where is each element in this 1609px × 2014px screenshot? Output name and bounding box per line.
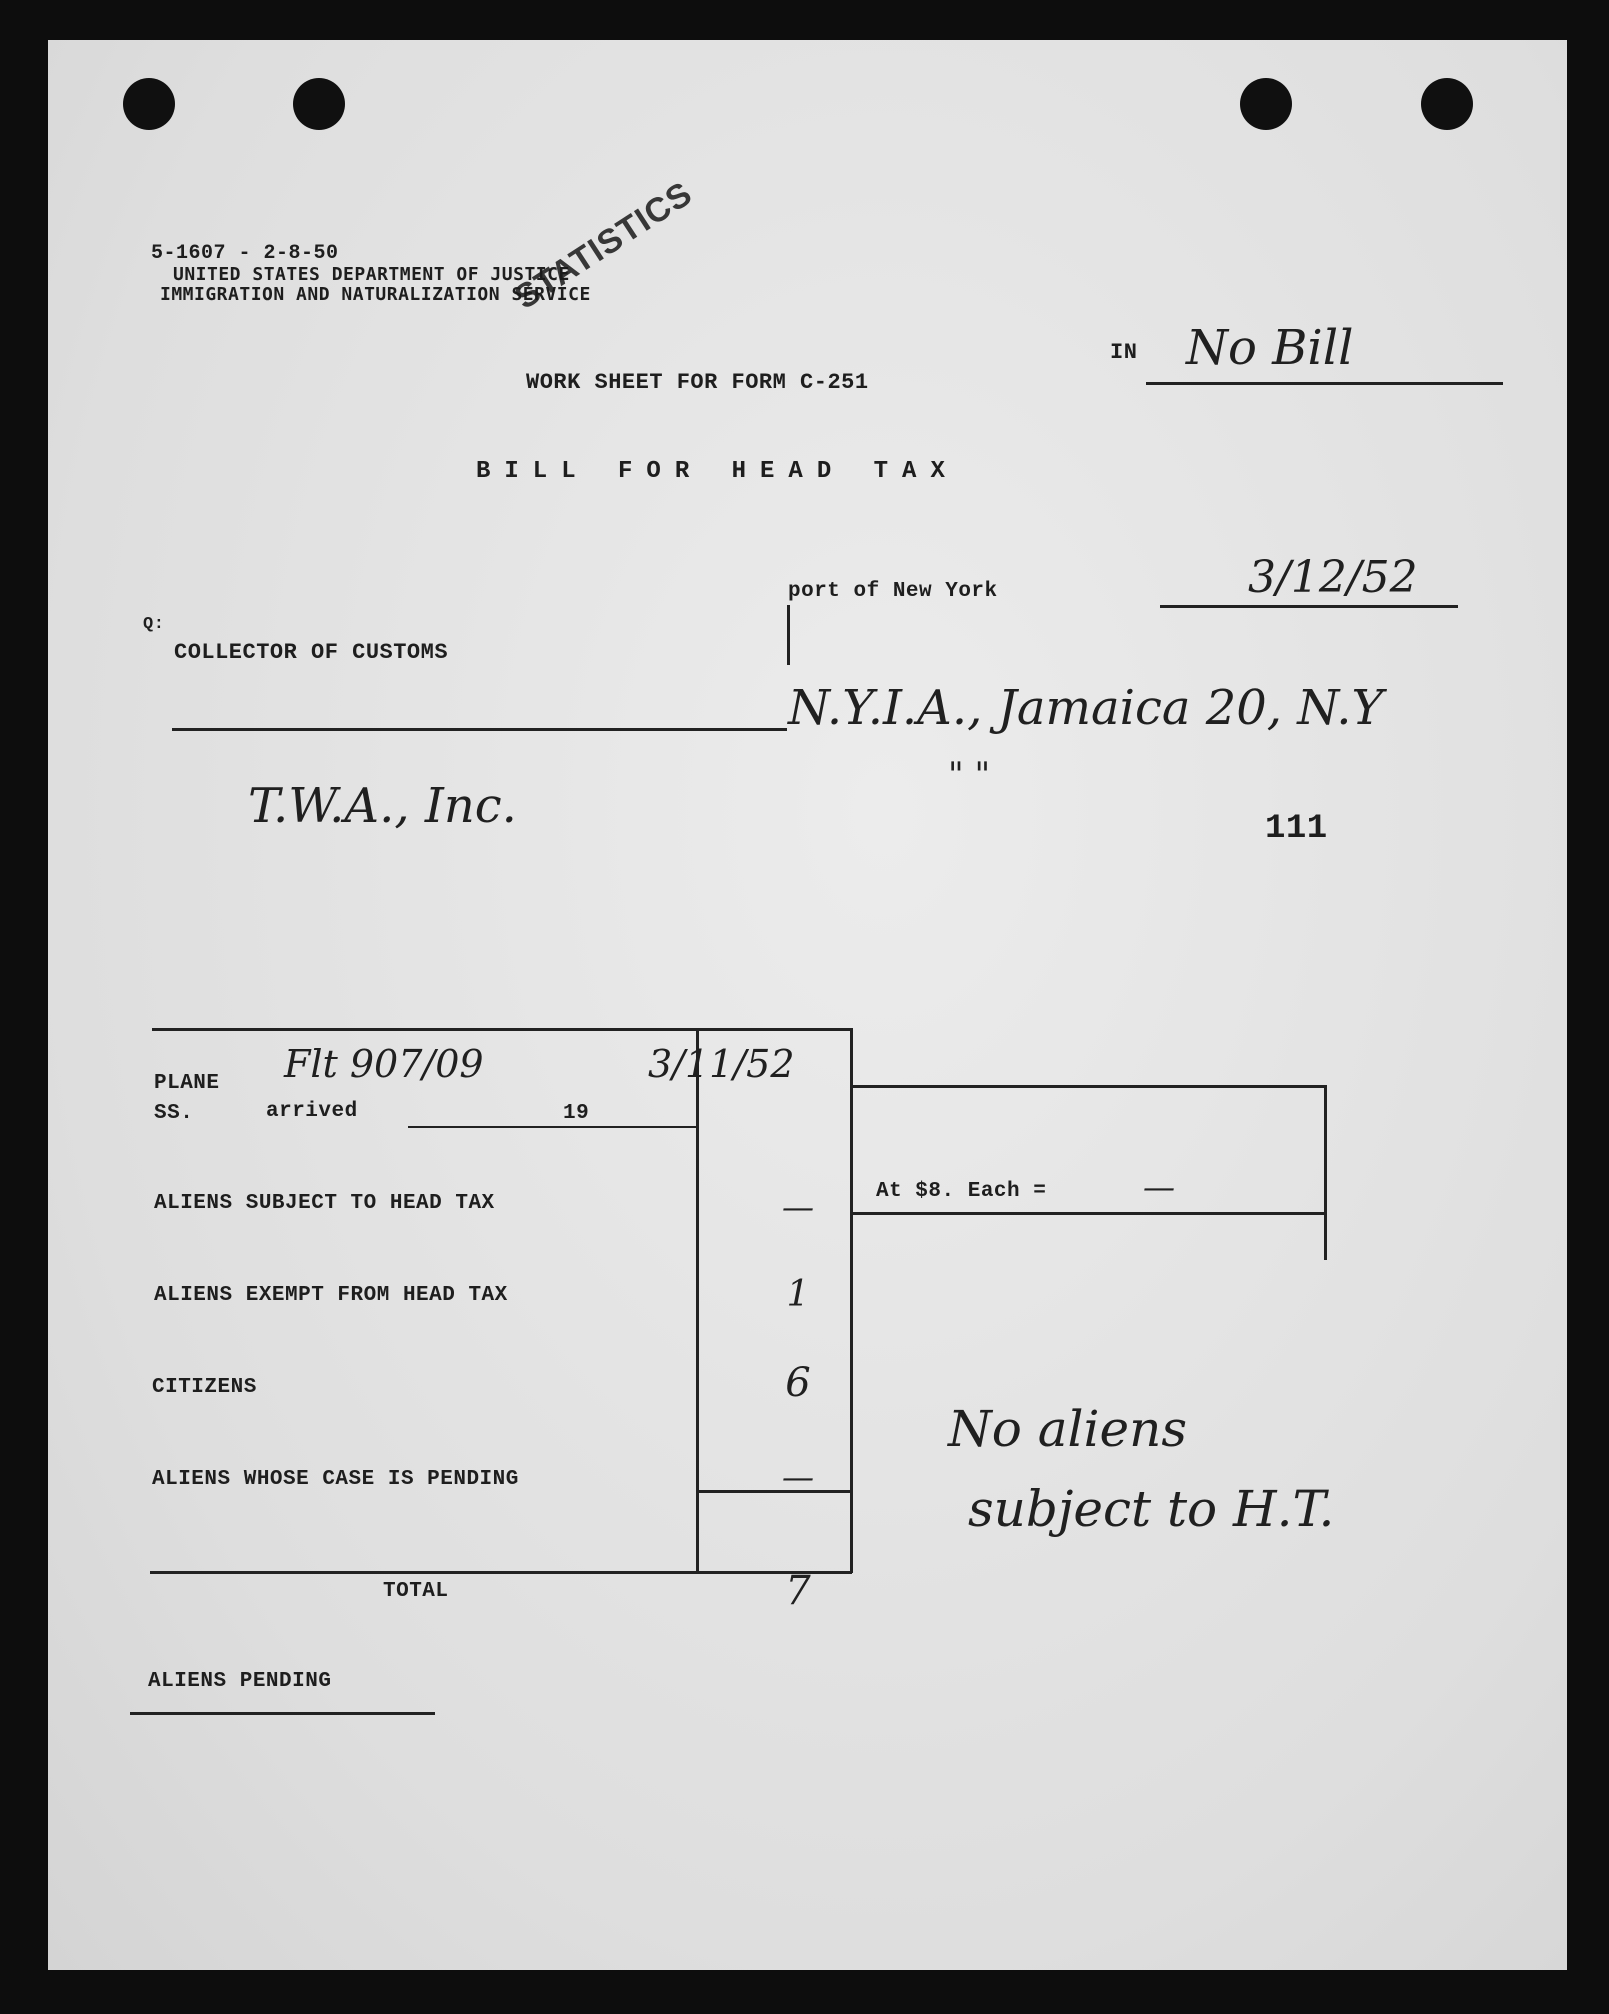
document-sheet xyxy=(48,40,1567,1970)
punch-hole-4 xyxy=(1421,78,1473,130)
total-value: 7 xyxy=(785,1568,811,1614)
work-sheet-title: WORK SHEET FOR FORM C-251 xyxy=(526,370,869,395)
collector-location: N.Y.I.A., Jamaica 20, N.Y xyxy=(788,680,1384,736)
row-label-subject: ALIENS SUBJECT TO HEAD TAX xyxy=(154,1192,495,1215)
collector-label: COLLECTOR OF CUSTOMS xyxy=(174,640,449,665)
row-label-citizens: CITIZENS xyxy=(152,1376,257,1399)
to-prefix: Q: xyxy=(143,615,165,634)
reference-number: 111 xyxy=(1265,810,1328,848)
arrived-underline xyxy=(408,1126,698,1128)
row-label-exempt: ALIENS EXEMPT FROM HEAD TAX xyxy=(154,1284,508,1307)
form-code: 5-1607 - 2-8-50 xyxy=(151,242,339,265)
punch-hole-1 xyxy=(123,78,175,130)
rate-box-bottom xyxy=(852,1212,1326,1215)
carrier-name: T.W.A., Inc. xyxy=(248,778,517,834)
statistics-stamp: STATISTICS xyxy=(508,174,700,317)
note-line-1: No aliens xyxy=(948,1400,1187,1458)
row-label-pending: ALIENS WHOSE CASE IS PENDING xyxy=(152,1468,519,1491)
table-top-rule xyxy=(152,1028,852,1031)
note-line-2: subject to H.T. xyxy=(968,1480,1335,1538)
row-value-exempt: 1 xyxy=(786,1274,810,1315)
agency-line-1: UNITED STATES DEPARTMENT OF JUSTICE xyxy=(173,264,570,285)
flight-number: Flt 907/09 xyxy=(284,1042,484,1086)
ditto-marks: " " xyxy=(948,755,991,795)
row-value-pending: — xyxy=(782,1458,814,1496)
rate-value: — xyxy=(1143,1168,1175,1206)
rate-label: At $8. Each = xyxy=(876,1180,1047,1203)
aliens-pending-underline xyxy=(130,1712,435,1715)
in-value: No Bill xyxy=(1186,320,1354,376)
row-value-citizens: 6 xyxy=(785,1360,811,1406)
row-value-subject: — xyxy=(782,1188,814,1226)
year-prefix: 19 xyxy=(563,1102,590,1125)
port-divider xyxy=(787,605,790,665)
arrival-date: 3/11/52 xyxy=(648,1042,795,1086)
rate-box-right xyxy=(1324,1085,1327,1260)
punch-hole-2 xyxy=(293,78,345,130)
bill-title: BILL FOR HEAD TAX xyxy=(476,458,959,485)
in-underline xyxy=(1146,382,1503,385)
aliens-pending-label: ALIENS PENDING xyxy=(148,1670,332,1693)
in-label: IN xyxy=(1110,340,1138,365)
ss-label: SS. xyxy=(154,1102,194,1125)
punch-hole-3 xyxy=(1240,78,1292,130)
bill-date: 3/12/52 xyxy=(1248,552,1418,603)
plane-label: PLANE xyxy=(154,1072,220,1095)
date-underline xyxy=(1160,605,1458,608)
port-label: port of New York xyxy=(788,580,998,603)
agency-line-2: IMMIGRATION AND NATURALIZATION SERVICE xyxy=(160,284,591,305)
rate-box-top xyxy=(852,1085,1326,1088)
total-label: TOTAL xyxy=(383,1580,449,1603)
arrived-label: arrived xyxy=(266,1100,358,1123)
collector-underline xyxy=(172,728,787,731)
